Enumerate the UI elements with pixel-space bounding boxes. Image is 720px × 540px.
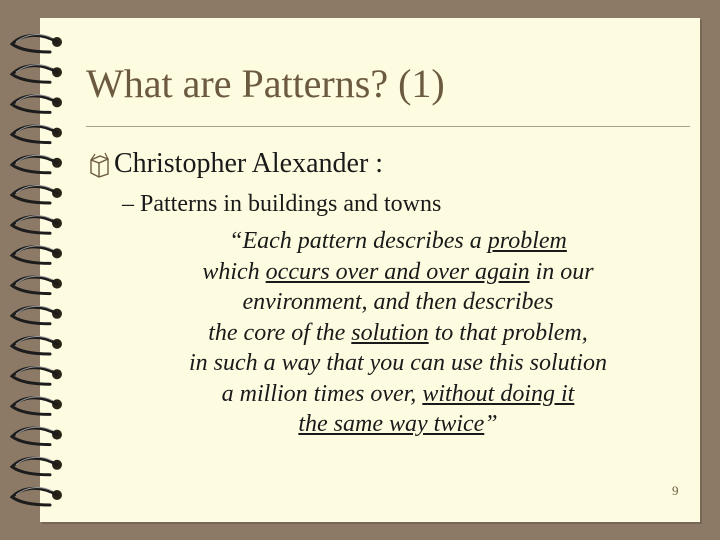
quote-line: [120, 379, 676, 410]
quote-text: environment, and then describes: [242, 289, 554, 315]
quote-underlined-text: solution: [351, 319, 429, 346]
quote-text: ”: [484, 411, 498, 437]
spiral-binding-icon: [0, 0, 80, 540]
quote-text: a million times over,: [221, 380, 423, 407]
alexander-quote: [120, 226, 676, 440]
quote-line: [120, 257, 676, 288]
open-box-icon: [88, 150, 110, 178]
quote-text: which: [202, 258, 266, 285]
quote-text: to that problem,: [428, 319, 588, 346]
quote-line: [120, 226, 676, 257]
quote-underlined-text: without doing it: [422, 380, 575, 407]
sub-bullet-text: – Patterns in buildings and towns: [122, 191, 442, 217]
slide-title: What are Patterns? (1): [86, 61, 445, 106]
page-number: 9: [672, 483, 679, 498]
quote-line: [120, 409, 676, 440]
quote-underlined-text: problem: [487, 228, 567, 254]
quote-line: [120, 348, 676, 379]
quote-text: in our: [529, 258, 594, 285]
quote-text: the core of the: [208, 319, 352, 346]
title-divider: [86, 126, 690, 127]
quote-text: “Each pattern describes a: [229, 228, 488, 254]
bullet-text: Christopher Alexander :: [114, 148, 384, 179]
quote-line: [120, 287, 676, 318]
quote-text: in such a way that you can use this solution: [189, 350, 607, 376]
quote-line: [120, 318, 676, 349]
quote-underlined-text: the same way twice: [298, 411, 485, 437]
quote-underlined-text: occurs over and over again: [265, 258, 530, 285]
bullet-item: [88, 148, 383, 180]
